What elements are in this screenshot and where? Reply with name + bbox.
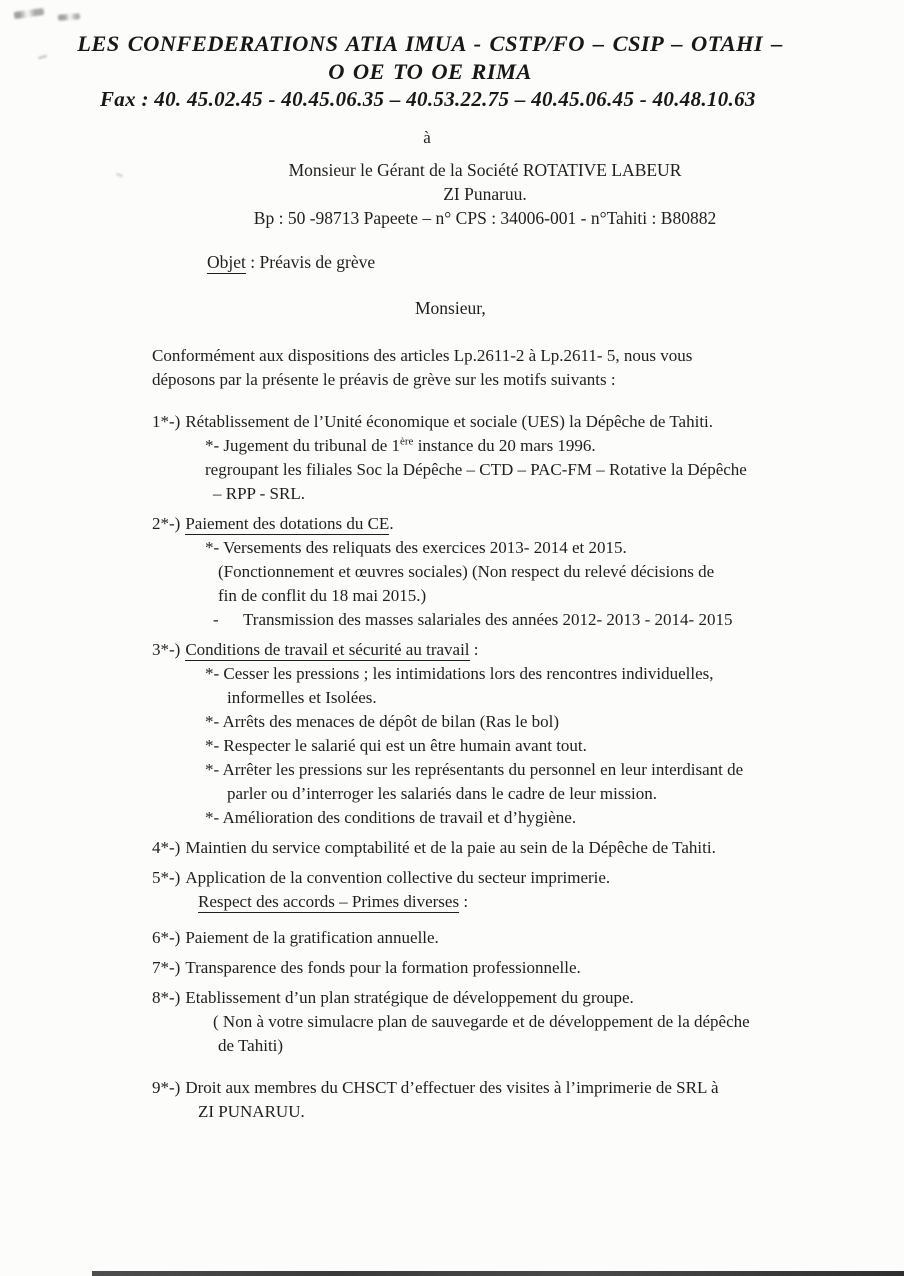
recipient-block <box>66 158 904 230</box>
item-subline: informelles et Isolées. <box>227 688 377 707</box>
item-subline: - Transmission des masses salariales des années 2012- 2013 - 2014- 2015 <box>213 608 864 632</box>
item-number: 5*-) <box>152 868 181 887</box>
recipient-registration: Bp : 50 -98713 Papeete – n° CPS : 34006-001 - n°Tahiti : B80882 <box>253 208 717 228</box>
recipient-address: ZI Punaruu. <box>443 184 527 204</box>
item-subline: *- Arrêts des menaces de dépôt de bilan (Ras le bol) <box>205 712 560 731</box>
item-title: Rétablissement de l’Unité économique et sociale (UES) la Dépêche de Tahiti. <box>185 412 714 431</box>
item-number: 1*-) <box>152 412 181 431</box>
item-title-underlined: Paiement des dotations du CE <box>185 514 390 533</box>
item-subline: *- Respecter le salarié qui est un être humain avant tout. <box>205 736 587 755</box>
item-number: 7*-) <box>152 958 181 977</box>
item-title: Maintien du service comptabilité et de la paie au sein de la Dépêche de Tahiti. <box>185 838 716 857</box>
subject-value: : Préavis de grève <box>245 252 376 272</box>
salutation: Monsieur, <box>415 298 486 318</box>
item-number: 4*-) <box>152 838 181 857</box>
letterhead-line-2: O OE TO OE RIMA <box>328 59 532 84</box>
item-title: Etablissement d’un plan stratégique de développement du groupe. <box>185 988 634 1007</box>
list-item-4 <box>152 836 864 860</box>
dash-bullet: - <box>213 610 219 629</box>
intro-line-2: déposons par la présente le préavis de grève sur les motifs suivants : <box>152 370 616 389</box>
item-title-underlined: Conditions de travail et sécurité au travail <box>185 640 470 659</box>
pencil-smudge <box>58 13 80 21</box>
subject-label: Objet <box>207 252 246 272</box>
list-item-8 <box>152 986 864 1058</box>
item-subline: *- Arrêter les pressions sur les représentants du personnel en leur interdisant de <box>205 760 744 779</box>
item-title: Droit aux membres du CHSCT d’effectuer des visites à l’imprimerie de SRL à <box>185 1078 719 1097</box>
item-subline: (Fonctionnement et œuvres sociales) (Non respect du relevé décisions de <box>218 562 715 581</box>
subject-line <box>207 250 904 274</box>
pencil-smudge <box>14 8 45 19</box>
item-subline: *- Cesser les pressions ; les intimidations lors des rencontres individuelles, <box>205 664 714 683</box>
list-item-5 <box>152 866 864 914</box>
item-number: 3*-) <box>152 640 181 659</box>
item-subline: *- Jugement du tribunal de 1ère instance du 20 mars 1996. <box>205 435 596 455</box>
item-subline: parler ou d’interroger les salariés dans le cadre de leur mission. <box>227 784 658 803</box>
item-subline: – RPP - SRL. <box>213 484 305 503</box>
recipient-particle: à <box>423 128 431 147</box>
scan-edge-artifact <box>92 1271 904 1276</box>
list-item-2: 2*-) Paiement des dotations du CE. *- Versements des reliquats des exercices 2013- 2014 et 2015. (Fonctionnement et œuvres sociales) (Non respect du relevé décisions de fin de conflit du 18 mai 2015.) - Transmission des masses salariales des années 2012- 2013 - 2014- 2015 <box>152 512 864 632</box>
item-title: Application de la convention collective du secteur imprimerie. <box>185 868 611 887</box>
list-item-9 <box>152 1076 864 1124</box>
grievance-list <box>152 410 864 1124</box>
item-subline: *- Amélioration des conditions de travail et d’hygiène. <box>205 808 577 827</box>
item-subline: Respect des accords – Primes diverses : <box>198 892 469 911</box>
list-item-7 <box>152 956 864 980</box>
subline-underlined: Respect des accords – Primes diverses <box>198 892 460 911</box>
item-subline: de Tahiti) <box>218 1036 284 1055</box>
intro-line-1: Conformément aux dispositions des articles Lp.2611-2 à Lp.2611- 5, nous vous <box>152 346 693 365</box>
item-subline: *- Versements des reliquats des exercices 2013- 2014 et 2015. <box>205 538 627 557</box>
item-title: Transparence des fonds pour la formation professionnelle. <box>185 958 581 977</box>
list-item-6 <box>152 926 864 950</box>
intro-paragraph <box>152 344 904 392</box>
recipient-name: Monsieur le Gérant de la Société ROTATIVE LABEUR <box>288 160 682 180</box>
list-item-1 <box>152 410 864 506</box>
letterhead-fax: Fax : 40. 45.02.45 - 40.45.06.35 – 40.53.22.75 – 40.45.06.45 - 40.48.10.63 <box>100 87 756 111</box>
letterhead-line-1: LES CONFEDERATIONS ATIA IMUA - CSTP/FO – CSIP – OTAHI – <box>77 31 783 56</box>
superscript-ere: ère <box>400 435 414 448</box>
item-number: 8*-) <box>152 988 181 1007</box>
item-number: 2*-) <box>152 514 181 533</box>
item-number: 6*-) <box>152 928 181 947</box>
item-title: Paiement de la gratification annuelle. <box>185 928 439 947</box>
list-item-3: 3*-) Conditions de travail et sécurité au travail : *- Cesser les pressions ; les intimidations lors des rencontres individuelles, informelles et Isolées. *- Arrêts des menaces de dépôt de bilan (Ras le bol) *- Respecter le salarié qui est un être humain avant tout. *- Arrêter les pressions sur les représentants du personnel en leur interdisant de parler ou d’interroger les salariés dans le cadre de leur mission. *- Amélioration des conditions de travail et d’hygiène. <box>152 638 864 830</box>
item-subline: regroupant les filiales Soc la Dépêche – CTD – PAC-FM – Rotative la Dépêche <box>205 460 747 479</box>
item-subline: ( Non à votre simulacre plan de sauvegarde et de développement de la dépêche <box>213 1012 750 1031</box>
item-subline: ZI PUNARUU. <box>198 1102 305 1121</box>
item-number: 9*-) <box>152 1078 181 1097</box>
item-subline: fin de conflit du 18 mai 2015.) <box>218 586 427 605</box>
